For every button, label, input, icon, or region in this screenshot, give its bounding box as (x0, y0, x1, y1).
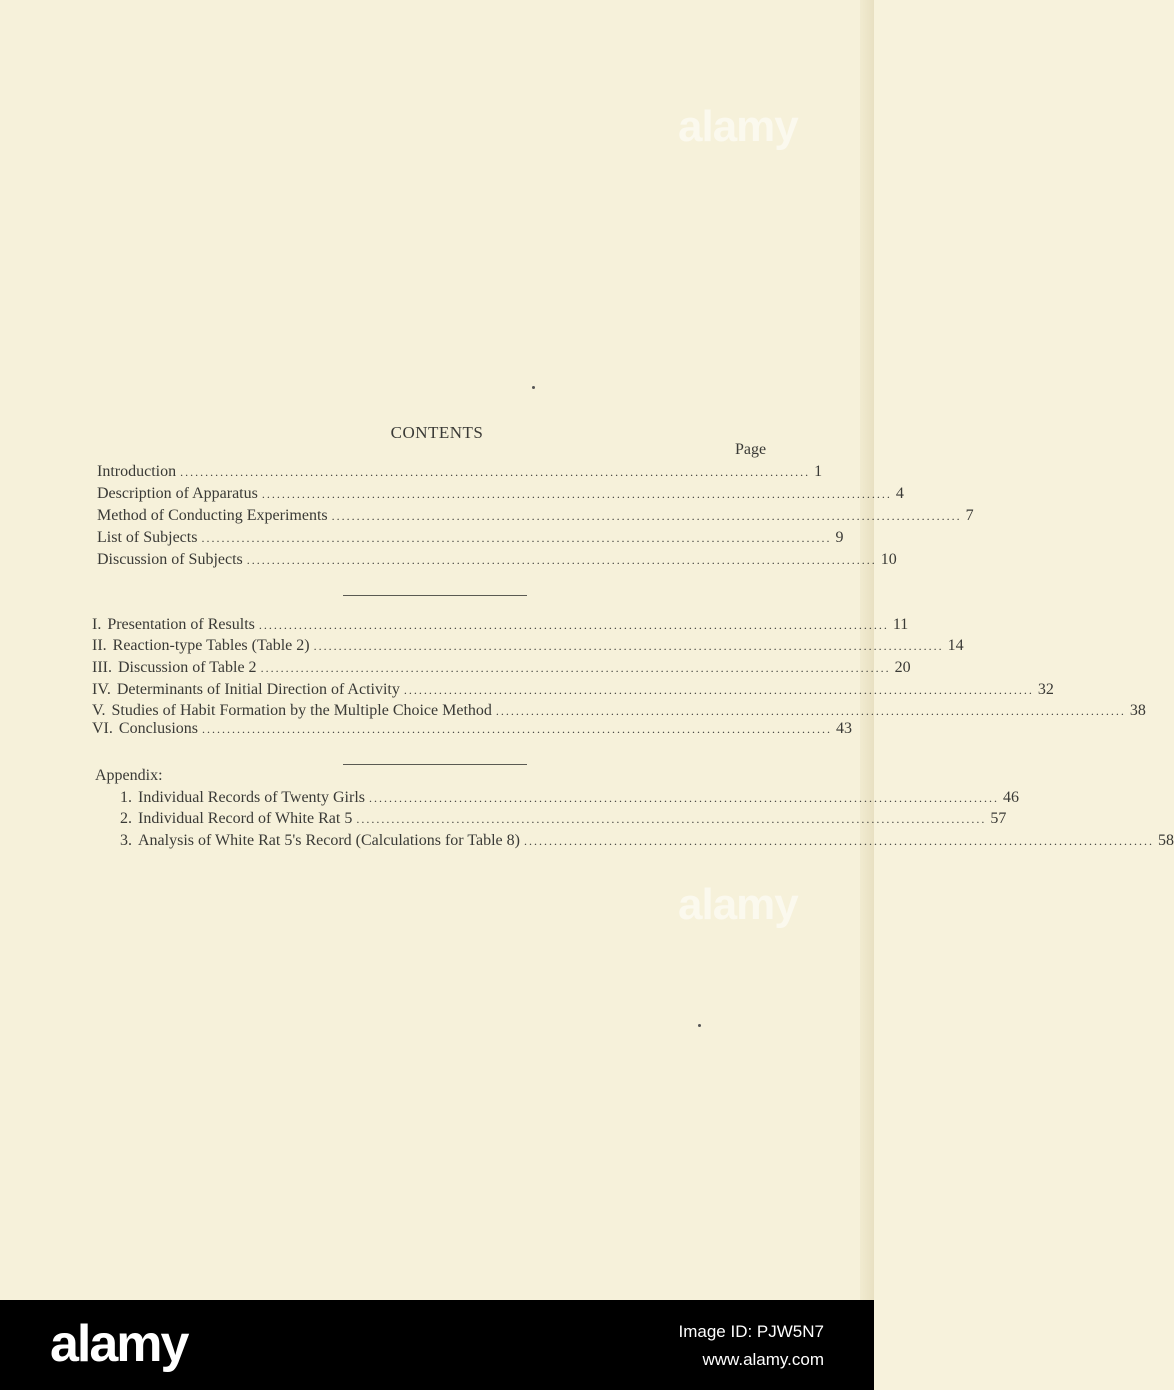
leader-dots: .............................................................................................................................. (258, 618, 889, 632)
toc-entry[interactable] (92, 635, 964, 657)
appendix-number: 3. (120, 832, 132, 849)
toc-entry[interactable] (97, 505, 974, 527)
toc-entry-label: Individual Record of White Rat 5 (138, 810, 353, 827)
toc-entry-page: 57 (990, 810, 1007, 827)
contents-title: CONTENTS (390, 423, 484, 442)
leader-dots: .............................................................................................................................. (201, 531, 832, 545)
chapter-number: V. (92, 702, 106, 719)
toc-entry-label: Introduction (97, 463, 177, 480)
toc-entry-label: Reaction-type Tables (Table 2) (112, 637, 310, 654)
appendix-number: 1. (120, 789, 132, 806)
toc-entry-page: 9 (835, 529, 844, 546)
toc-entry[interactable] (120, 808, 1007, 830)
toc-entry-page: 46 (1003, 789, 1019, 806)
watermark: alamy (678, 880, 798, 929)
section-rule (343, 595, 527, 596)
toc-entry-page: 11 (892, 616, 909, 633)
section-rule (343, 764, 527, 765)
image-id: Image ID: PJW5N7 (678, 1322, 824, 1341)
toc-entry-label: Presentation of Results (107, 616, 255, 633)
page-column-heading: Page (735, 441, 767, 458)
toc-entry[interactable] (120, 830, 1174, 852)
leader-dots: .............................................................................................................................. (356, 812, 987, 826)
toc-entry-label: Discussion of Subjects (97, 551, 243, 568)
toc-entry[interactable] (120, 787, 1019, 809)
toc-entry-label: Studies of Habit Formation by the Multiple Choice Method (111, 702, 492, 719)
speck (532, 386, 535, 389)
toc-entry-page: 38 (1129, 702, 1146, 719)
toc-entry-page: 14 (947, 637, 964, 654)
leader-dots: .............................................................................................................................. (331, 509, 962, 523)
toc-entry-label: Analysis of White Rat 5's Record (Calculations for Table 8) (138, 832, 520, 849)
toc-entry[interactable] (97, 527, 844, 549)
toc-entry-page: 10 (880, 551, 897, 568)
toc-entry-page: 32 (1037, 681, 1054, 698)
stock-footer (0, 1300, 874, 1390)
toc-entry-page: 43 (836, 720, 853, 737)
leader-dots: .............................................................................................................................. (313, 639, 944, 653)
alamy-logo: alamy (50, 1315, 188, 1373)
toc-entry[interactable] (92, 657, 911, 679)
toc-entry-label: Determinants of Initial Direction of Activity (116, 681, 400, 698)
toc-entry-label: Discussion of Table 2 (117, 659, 257, 676)
appendix-heading: Appendix: (95, 767, 163, 784)
toc-entry-label: Description of Apparatus (97, 485, 258, 502)
toc-entry-page: 4 (895, 485, 904, 502)
chapter-number: II. (92, 637, 107, 654)
leader-dots: .............................................................................................................................. (260, 661, 891, 675)
toc-entry[interactable] (92, 614, 909, 636)
leader-dots: .............................................................................................................................. (495, 704, 1126, 718)
toc-entry[interactable] (97, 549, 897, 571)
leader-dots: .............................................................................................................................. (369, 791, 999, 805)
leader-dots: .............................................................................................................................. (202, 722, 833, 736)
leader-dots: .............................................................................................................................. (246, 553, 877, 567)
site-url[interactable]: www.alamy.com (702, 1350, 824, 1369)
toc-entry-label: Conclusions (118, 720, 199, 737)
toc-entry[interactable] (97, 461, 823, 483)
toc-entry[interactable] (97, 483, 904, 505)
toc-entry-page: 58 (1157, 832, 1174, 849)
toc-entry-page: 7 (965, 507, 974, 524)
watermark: alamy (678, 102, 798, 151)
leader-dots: .............................................................................................................................. (261, 487, 892, 501)
toc-entry[interactable] (92, 679, 1054, 701)
toc-entry[interactable] (92, 718, 853, 740)
chapter-number: III. (92, 659, 112, 676)
toc-entry-page: 1 (814, 463, 823, 480)
leader-dots: .............................................................................................................................. (180, 465, 811, 479)
toc-entry-page: 20 (894, 659, 911, 676)
leader-dots: .............................................................................................................................. (523, 834, 1154, 848)
toc-entry-label: Method of Conducting Experiments (97, 507, 328, 524)
toc-entry-label: List of Subjects (97, 529, 198, 546)
chapter-number: VI. (92, 720, 113, 737)
chapter-number: I. (92, 616, 102, 633)
speck (698, 1024, 701, 1027)
toc-entry-label: Individual Records of Twenty Girls (138, 789, 365, 806)
appendix-number: 2. (120, 810, 132, 827)
leader-dots: .............................................................................................................................. (403, 683, 1034, 697)
chapter-number: IV. (92, 681, 111, 698)
